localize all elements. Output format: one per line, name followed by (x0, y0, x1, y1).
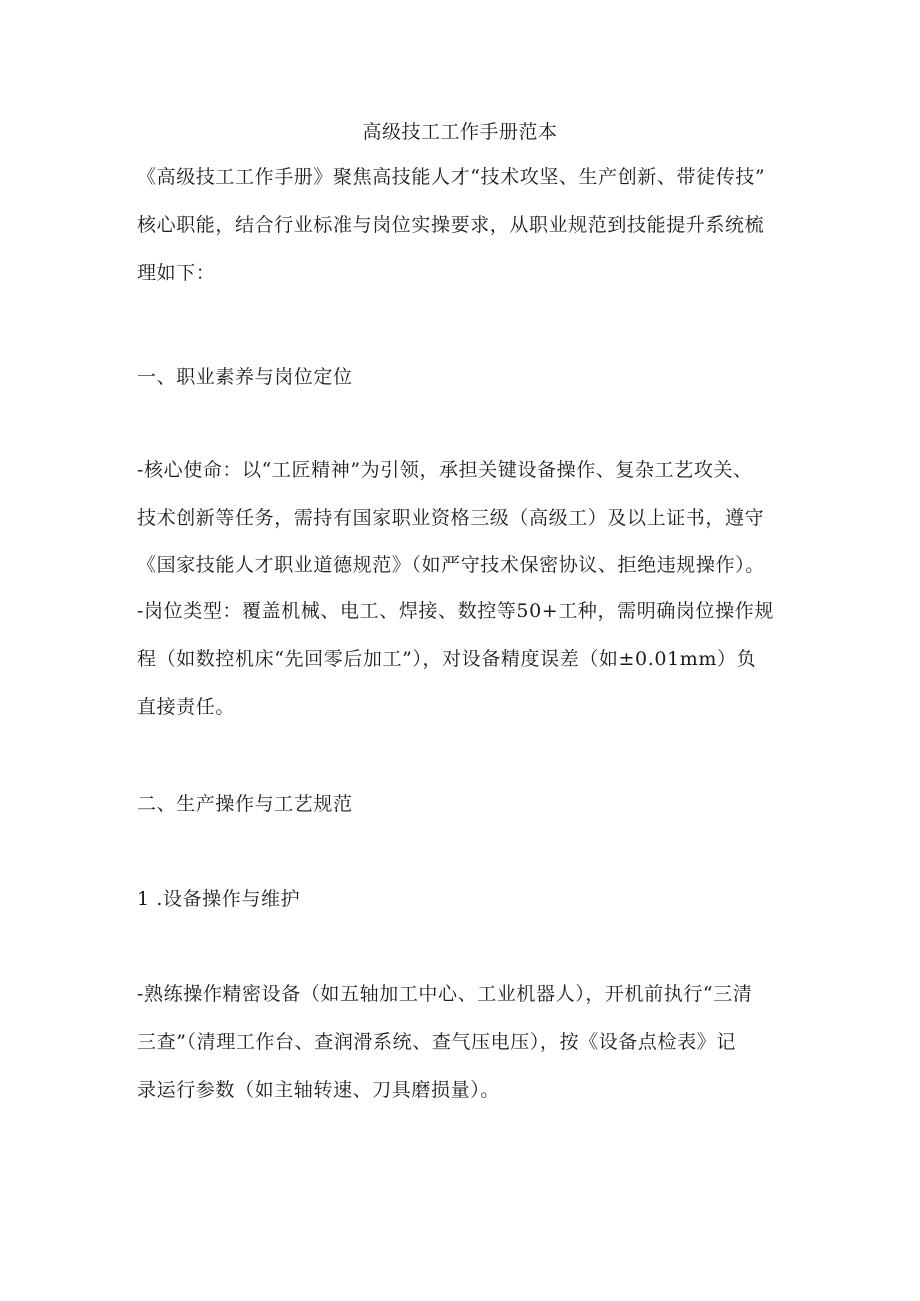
mission-line: 《国家技能人才职业道德规范》（如严守技术保密协议、拒绝违规操作）。 (137, 554, 765, 576)
job-types-line: -岗位类型：覆盖机械、电工、焊接、数控等50+工种，需明确岗位操作规 (137, 600, 774, 622)
subsection-1-heading: 1 .设备操作与维护 (137, 888, 301, 910)
section-2-heading: 二、生产操作与工艺规范 (137, 793, 353, 815)
job-types-paragraph (137, 597, 797, 721)
job-types-line: 程（如数控机床“先回零后加工”），对设备精度误差（如±0.01mm）负 (137, 648, 757, 670)
equipment-line: 三查”（清理工作台、查润滑系统、查气压电压），按《设备点检表》记 (137, 1031, 736, 1053)
job-types-line: 直接责任。 (137, 696, 236, 718)
intro-line: 理如下： (137, 262, 216, 284)
equipment-line: 录运行参数（如主轴转速、刀具磨损量）。 (137, 1079, 500, 1101)
intro-line: 《高级技工工作手册》聚焦高技能人才“技术攻坚、生产创新、带徒传技” (137, 166, 766, 188)
mission-line: -核心使命：以“工匠精神”为引领，承担关键设备操作、复杂工艺攻关、 (137, 459, 753, 481)
equipment-operation-paragraph (137, 980, 797, 1104)
document-title: 高级技工工作手册范本 (362, 121, 558, 143)
equipment-line: -熟练操作精密设备（如五轴加工中心、工业机器人），开机前执行“三清 (137, 983, 753, 1005)
mission-line: 技术创新等任务，需持有国家职业资格三级（高级工）及以上证书，遵守 (137, 507, 765, 529)
core-mission-paragraph (137, 456, 797, 579)
section-1-heading: 一、职业素养与岗位定位 (137, 366, 353, 388)
intro-paragraph (137, 163, 797, 287)
intro-line: 核心职能，结合行业标准与岗位实操要求，从职业规范到技能提升系统梳 (137, 214, 765, 236)
